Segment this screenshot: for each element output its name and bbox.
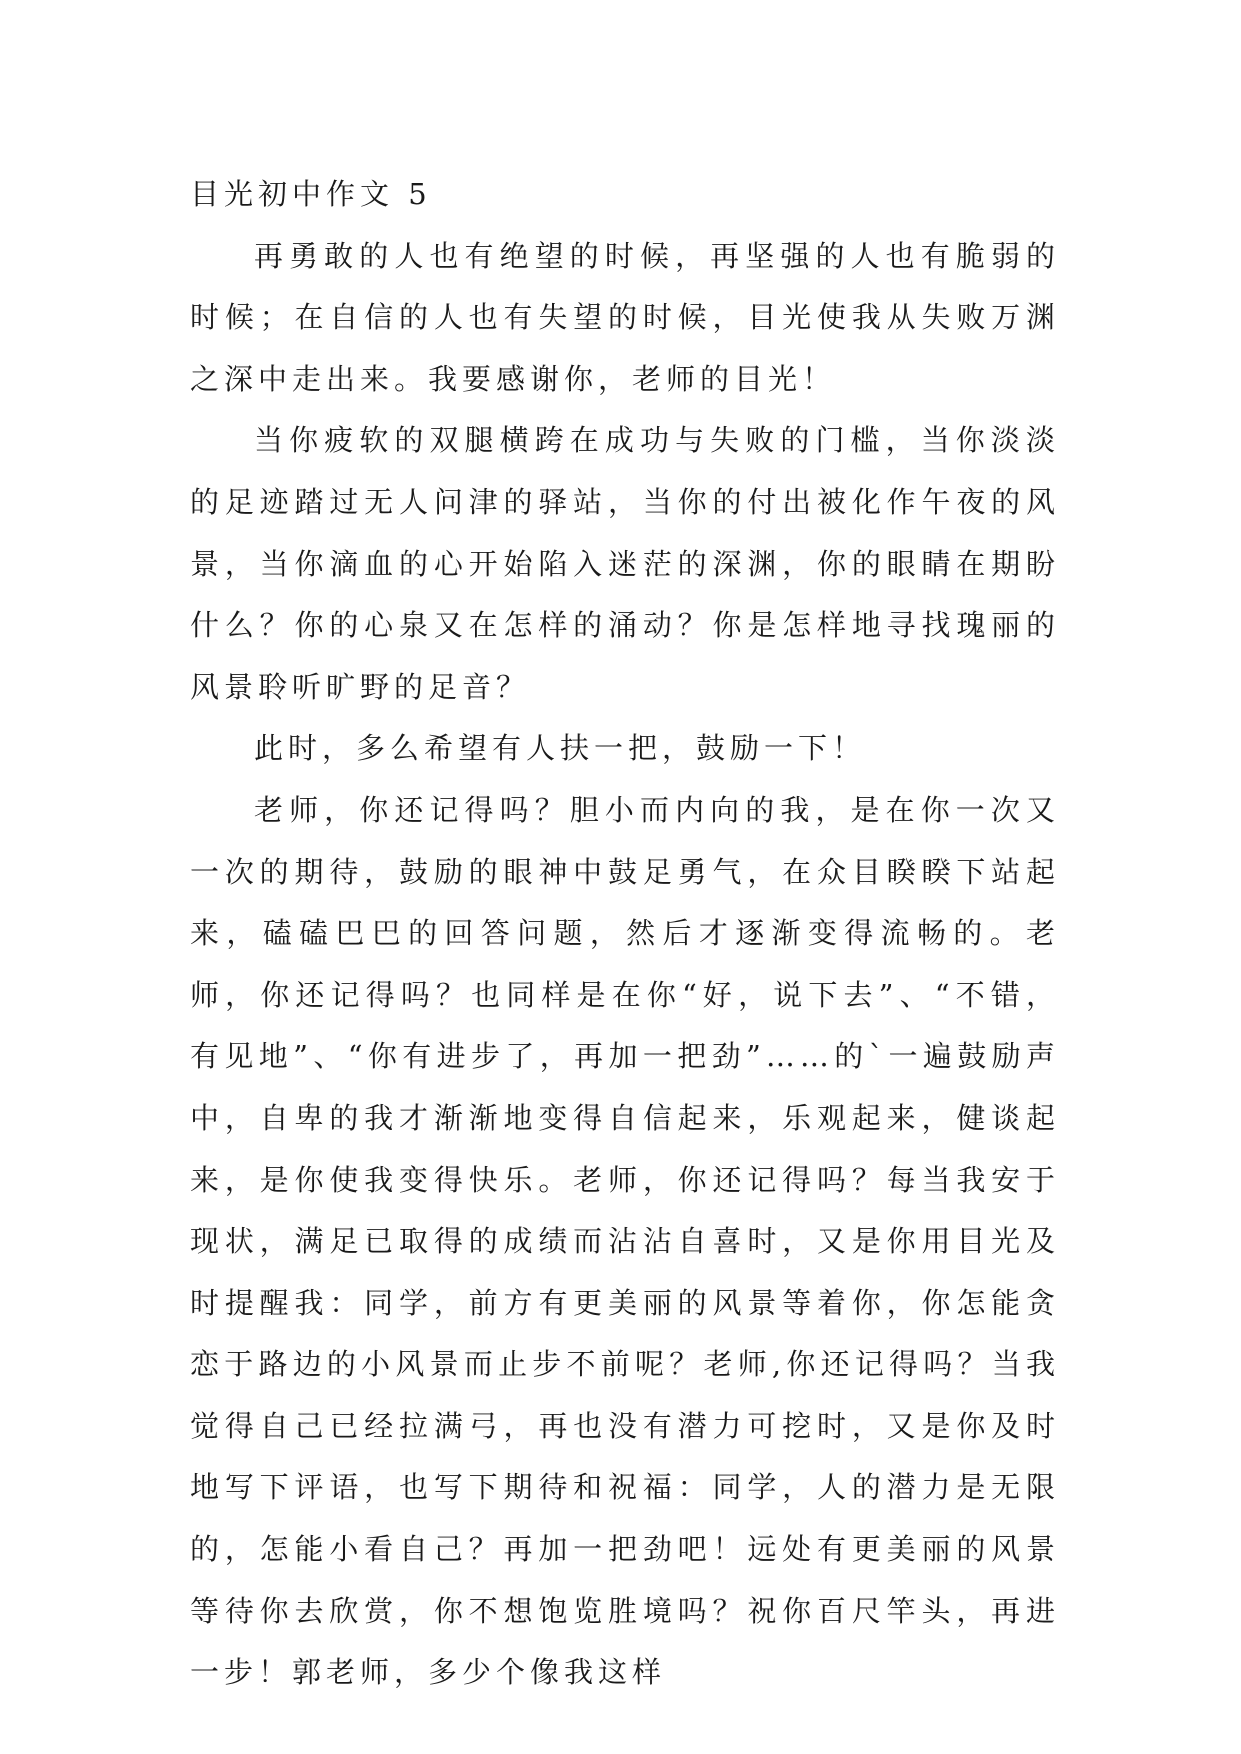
paragraph-3: 此时，多么希望有人扶一把，鼓励一下！ xyxy=(254,731,867,766)
paragraph-4: 老师，你还记得吗？胆小而内向的我，是在你一次又一次的期待，鼓励的眼神中鼓足勇气，在众目睽睽下站起来，磕磕巴巴的回答问题，然后才逐渐变得流畅的。老师，你还记得吗？也同样是在你“好，说下去”、“不错，有见地”、“你有进步了，再加一把劲”……的`一遍鼓励声中，自卑的我才渐渐地变得自信起来，乐观起来，健谈起来，是你使我变得快乐。老师，你还记得吗？每当我安于现状，满足已取得的成绩而沾沾自喜时，又是你用目光及时提醒我：同学，前方有更美丽的风景等着你，你怎能贪恋于路边的小风景而止步不前呢？老师,你还记得吗？当我觉得自己已经拉满弓，再也没有潜力可挖时，又是你及时地写下评语，也写下期待和祝福：同学，人的潜力是无限的，怎能小看自己？再加一把劲吧！远处有更美丽的风景等待你去欣赏，你不想饱览胜境吗？祝你百尺竿头，再进一步！郭老师，多少个像我这样 xyxy=(190,792,1060,1690)
paragraph-1: 再勇敢的人也有绝望的时候，再坚强的人也有脆弱的时候；在自信的人也有失望的时候，目光使我从失败万渊之深中走出来。我要感谢你，老师的目光！ xyxy=(190,238,1060,396)
document-body xyxy=(190,164,1060,1704)
paragraph-2: 当你疲软的双腿横跨在成功与失败的门槛，当你淡淡的足迹踏过无人问津的驿站，当你的付出被化作午夜的风景，当你滴血的心开始陷入迷茫的深渊，你的眼睛在期盼什么？你的心泉又在怎样的涌动？你是怎样地寻找瑰丽的风景聆听旷野的足音？ xyxy=(190,423,1060,704)
document-title: 目光初中作文 5 xyxy=(190,177,432,211)
